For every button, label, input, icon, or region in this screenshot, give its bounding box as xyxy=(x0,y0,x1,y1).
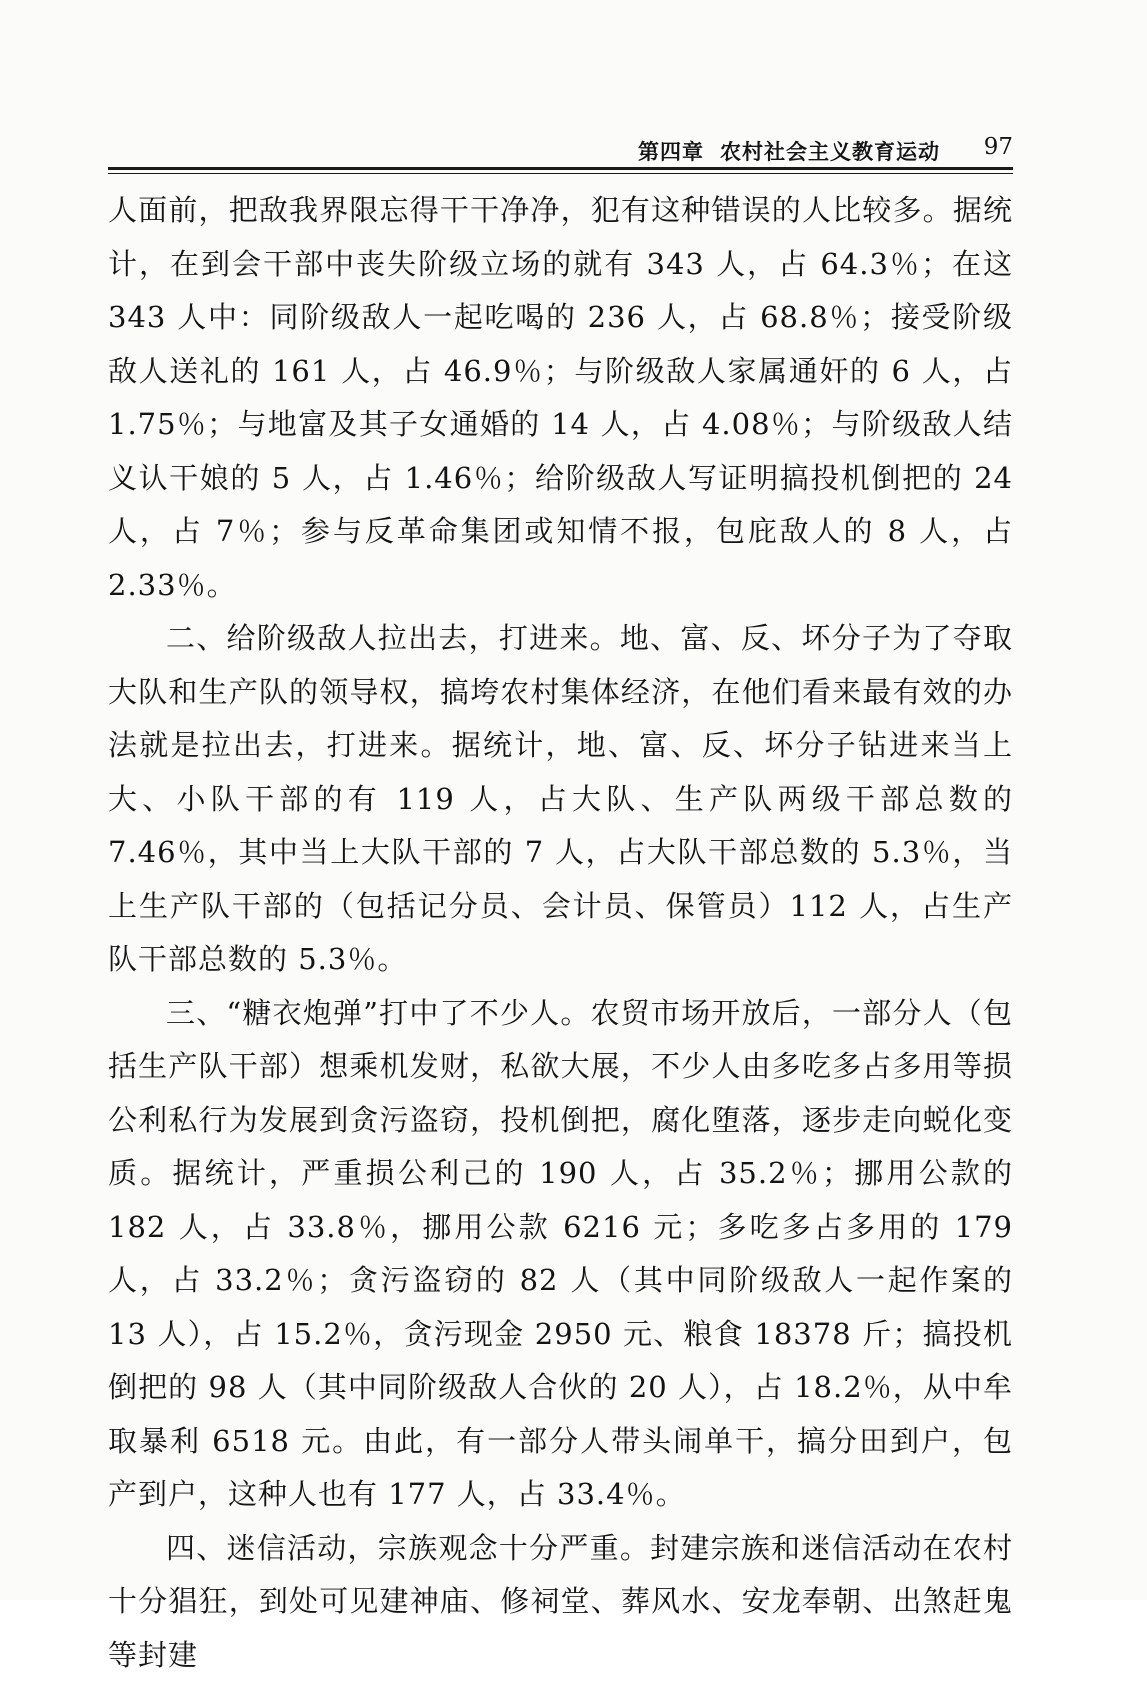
page-number: 97 xyxy=(984,134,1013,160)
paragraph-section-4: 四、迷信活动，宗族观念十分严重。封建宗族和迷信活动在农村十分猖狂，到处可见建神庙、修祠堂、葬风水、安龙奉朝、出煞赶鬼等封建 xyxy=(108,1522,1013,1682)
paragraph-continued: 人面前，把敌我界限忘得干干净净，犯有这种错误的人比较多。据统计，在到会干部中丧失阶级立场的就有 343 人，占 64.3％；在这 343 人中：同阶级敌人一起吃喝的 236 人，占 68.8％；接受阶级敌人送礼的 161 人，占 46.9％；与阶级敌人家属通奸的 6 人，占 1.75％；与地富及其子女通婚的 14 人，占 4.08％；与阶级敌人结义认干娘的 5 人，占 1.46％；给阶级敌人写证明搞投机倒把的 24 人，占 7％；参与反革命集团或知情不报，包庇敌人的 8 人，占 2.33％。 xyxy=(108,184,1013,612)
paragraph-section-3: 三、“糖衣炮弹”打中了不少人。农贸市场开放后，一部分人（包括生产队干部）想乘机发财，私欲大展，不少人由多吃多占多用等损公利私行为发展到贪污盗窃，投机倒把，腐化堕落，逐步走向蜕化变质。据统计，严重损公利己的 190 人，占 35.2％；挪用公款的 182 人，占 33.8％，挪用公款 6216 元；多吃多占多用的 179 人，占 33.2％；贪污盗窃的 82 人（其中同阶级敌人一起作案的 13 人），占 15.2％，贪污现金 2950 元、粮食 18378 斤；搞投机倒把的 98 人（其中同阶级敌人合伙的 20 人），占 18.2％，从中牟取暴利 6518 元。由此，有一部分人带头闹单干，搞分田到户，包产到户，这种人也有 177 人，占 33.4％。 xyxy=(108,987,1013,1522)
header-rule-thin xyxy=(108,173,1013,174)
chapter-label: 第四章 xyxy=(638,136,704,166)
chapter-title: 农村社会主义教育运动 xyxy=(720,136,940,166)
header-rule-thick xyxy=(108,167,1013,170)
running-header xyxy=(108,132,1013,166)
body-text xyxy=(108,184,1013,1682)
paragraph-section-2: 二、给阶级敌人拉出去，打进来。地、富、反、坏分子为了夺取大队和生产队的领导权，搞垮农村集体经济，在他们看来最有效的办法就是拉出去，打进来。据统计，地、富、反、坏分子钻进来当上大、小队干部的有 119 人，占大队、生产队两级干部总数的 7.46％，其中当上大队干部的 7 人，占大队干部总数的 5.3％，当上生产队干部的（包括记分员、会计员、保管员）112 人，占生产队干部总数的 5.3％。 xyxy=(108,612,1013,987)
